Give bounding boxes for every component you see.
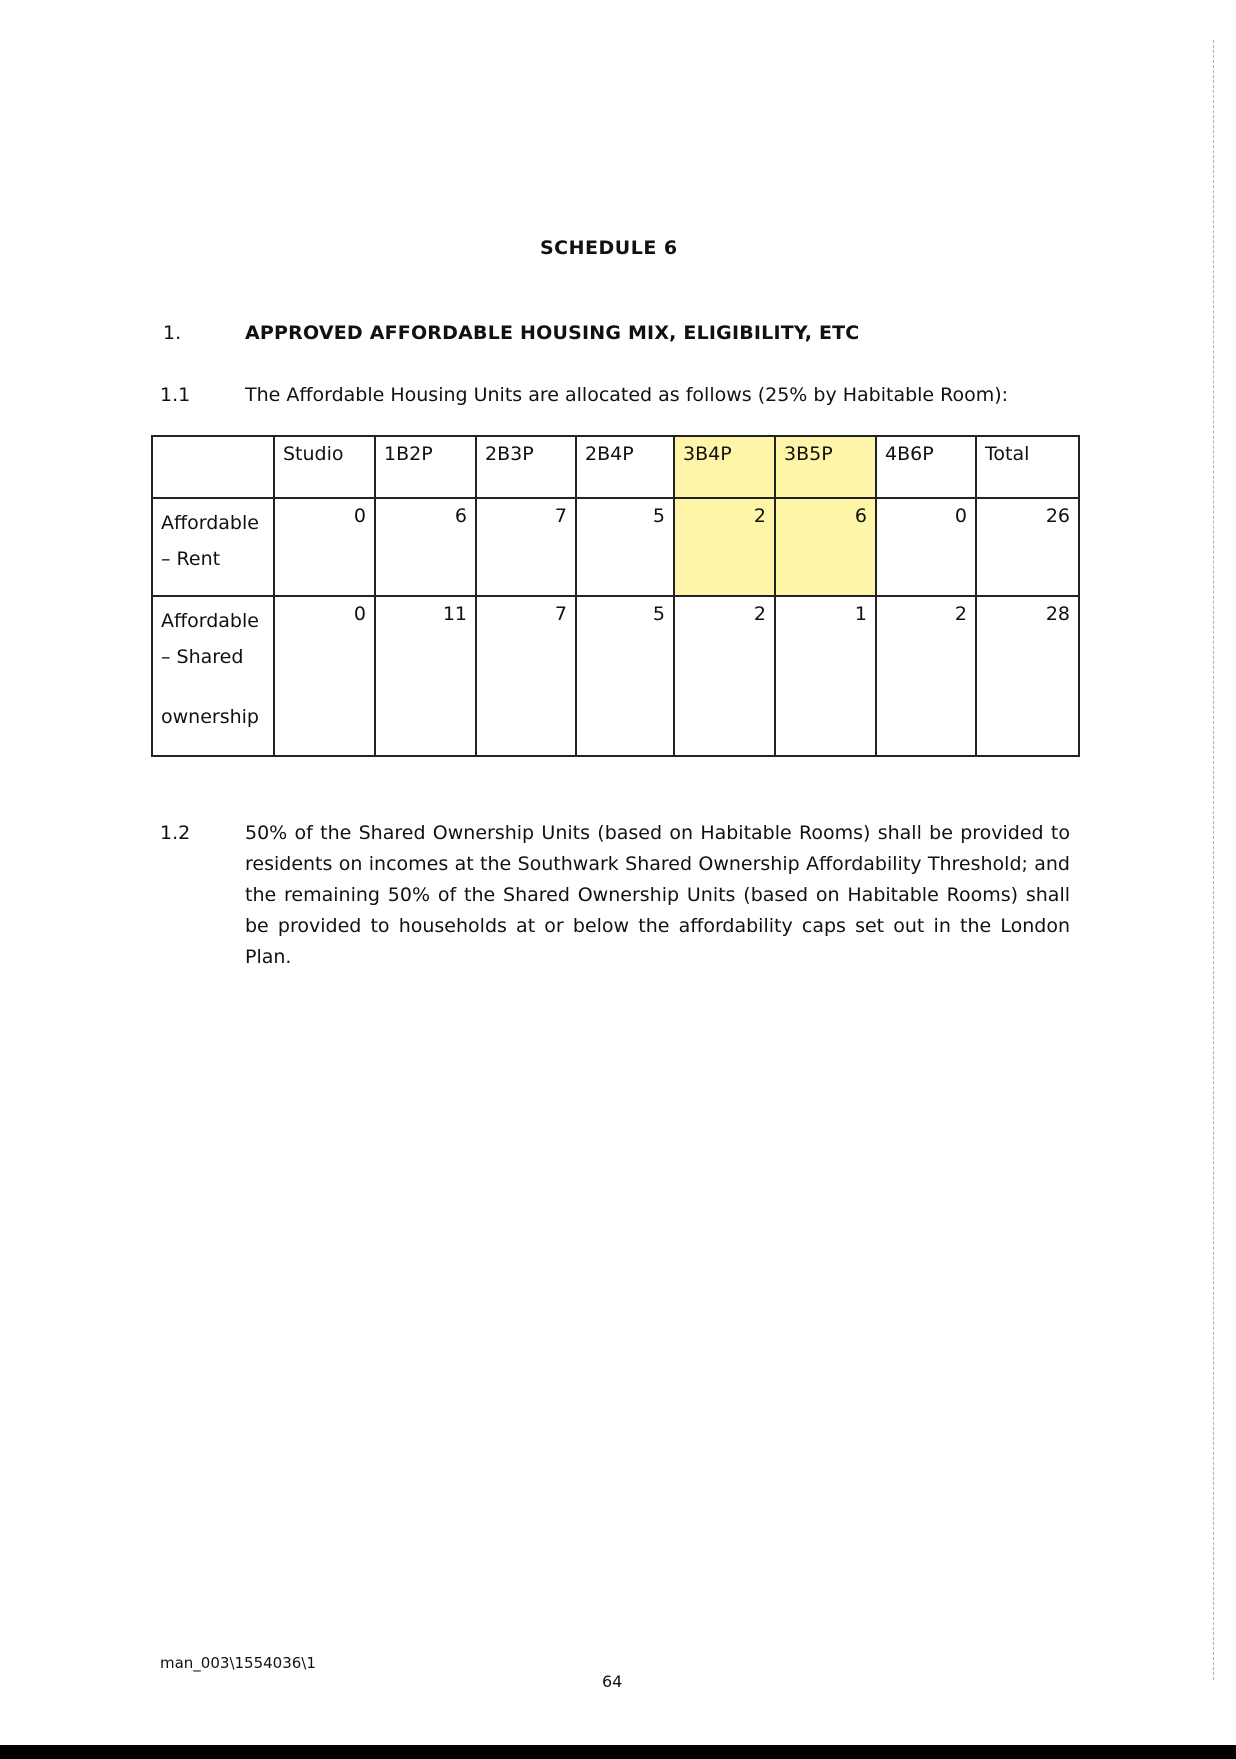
table-cell: 5: [576, 498, 674, 596]
schedule-title: SCHEDULE 6: [540, 237, 678, 259]
table-cell: 26: [976, 498, 1079, 596]
header-cell: 4B6P: [876, 436, 976, 498]
header-cell: 3B4P: [674, 436, 775, 498]
table-cell: 2: [674, 596, 775, 756]
page-number: 64: [602, 1672, 623, 1691]
table-row: [152, 596, 1079, 756]
table-cell: 0: [274, 596, 375, 756]
header-cell: 2B4P: [576, 436, 674, 498]
table-cell: 11: [375, 596, 476, 756]
scan-edge-line: [1213, 40, 1215, 1680]
header-cell: 1B2P: [375, 436, 476, 498]
table-cell: 5: [576, 596, 674, 756]
table-row: [152, 498, 1079, 596]
footer-reference: man_003\1554036\1: [160, 1654, 316, 1672]
row-label-line: ownership: [161, 706, 259, 728]
paragraph-1-1-text: The Affordable Housing Units are allocated as follows (25% by Habitable Room):: [245, 384, 1009, 406]
table-cell: 6: [775, 498, 876, 596]
paragraph-number-1-1: 1.1: [160, 384, 191, 406]
table-cell: 1: [775, 596, 876, 756]
row-label-line: Affordable: [161, 512, 259, 534]
row-label-line: Affordable: [161, 610, 259, 632]
table-cell: 7: [476, 498, 576, 596]
header-cell: Studio: [274, 436, 375, 498]
header-cell: Total: [976, 436, 1079, 498]
row-label: [152, 596, 274, 756]
row-label-line: – Shared: [161, 646, 244, 668]
table-cell: 7: [476, 596, 576, 756]
paragraph-1-2-text: 50% of the Shared Ownership Units (based on Habitable Rooms) shall be provided to residents on incomes at the Southwark Shared Ownership Affordability Threshold; and the remaining 50% of the Shared Ownership Units (based on Habitable Rooms) shall be provided to households at or below the affordability caps set out in the London Plan.: [245, 822, 1070, 968]
table-cell: 6: [375, 498, 476, 596]
table-cell: 2: [674, 498, 775, 596]
table-cell: 0: [876, 498, 976, 596]
table-cell: 0: [274, 498, 375, 596]
header-cell: 2B3P: [476, 436, 576, 498]
header-cell: [152, 436, 274, 498]
table-cell: 2: [876, 596, 976, 756]
table-cell: 28: [976, 596, 1079, 756]
housing-mix-table: [151, 435, 1080, 757]
row-label-line: – Rent: [161, 548, 221, 570]
section-title: APPROVED AFFORDABLE HOUSING MIX, ELIGIBILITY, ETC: [245, 322, 860, 344]
scan-bottom-border: [0, 1745, 1236, 1759]
header-cell: 3B5P: [775, 436, 876, 498]
table-header-row: [152, 436, 1079, 498]
row-label: [152, 498, 274, 596]
section-number: 1.: [163, 322, 182, 344]
paragraph-number-1-2: 1.2: [160, 822, 191, 844]
